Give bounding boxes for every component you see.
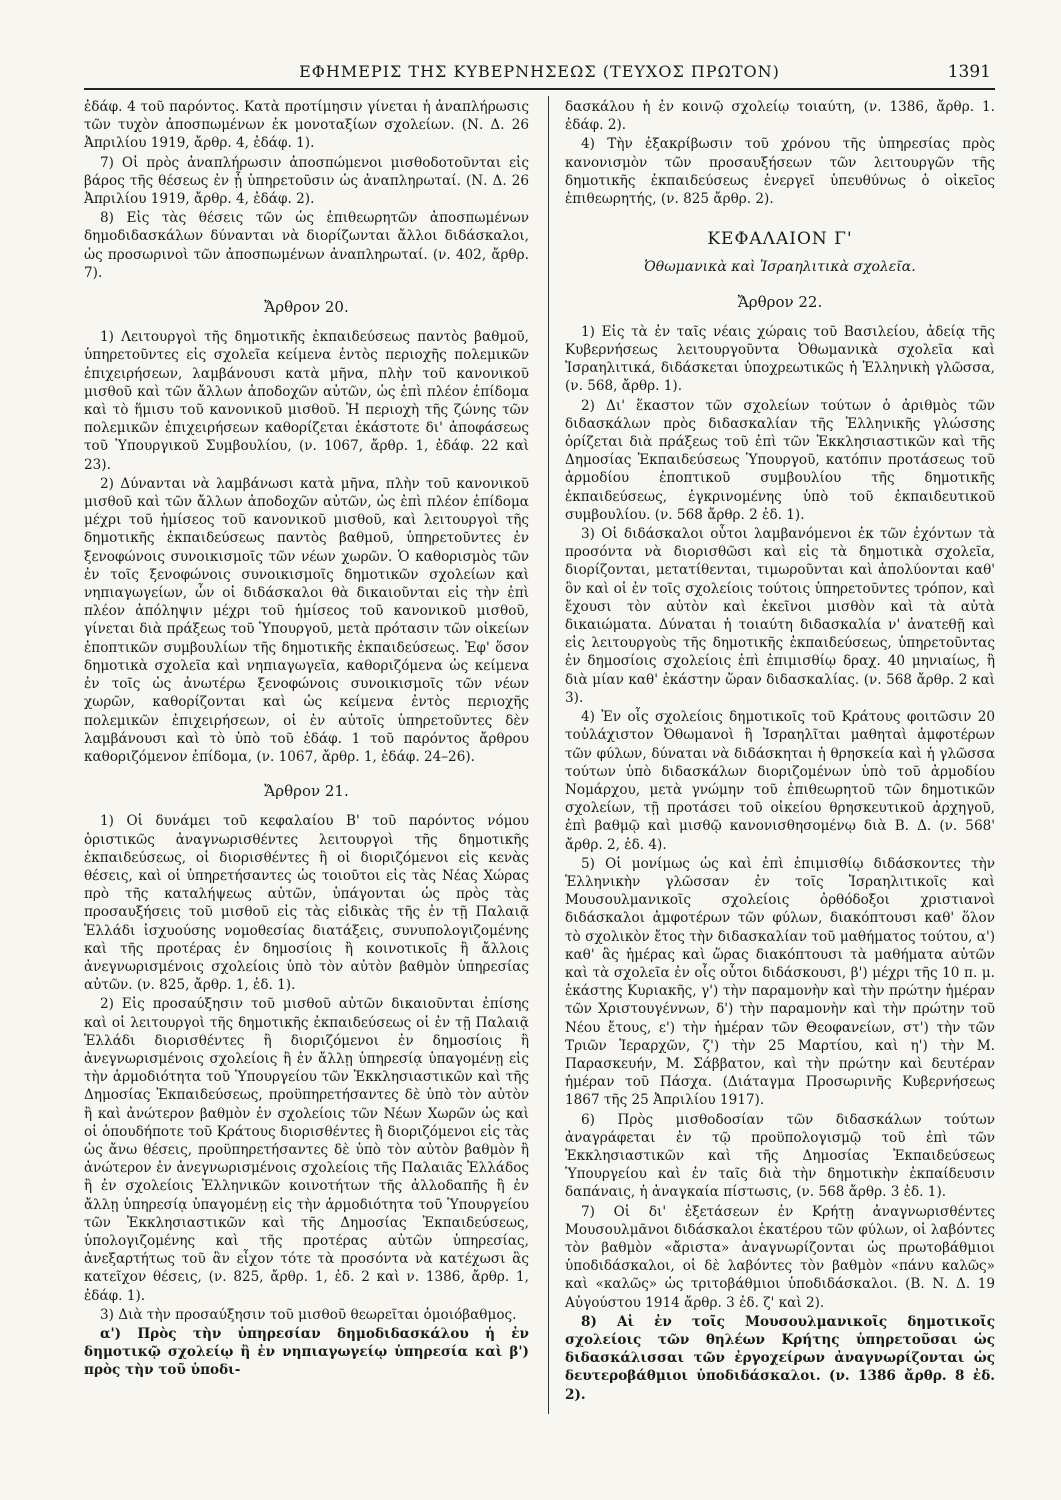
article-heading: Ἄρθρον 21. xyxy=(264,782,349,801)
right-column xyxy=(565,98,995,1405)
page-number: 1391 xyxy=(947,62,991,82)
chapter-subtitle: Ὀθωμανικὰ καὶ Ἰσραηλιτικὰ σχολεῖα. xyxy=(644,259,916,276)
column-divider xyxy=(548,96,549,1414)
header-title: ΕΦΗΜΕΡΙΣ ΤΗΣ ΚΥΒΕΡΝΗΣΕΩΣ (ΤΕΥΧΟΣ ΠΡΩΤΟΝ) xyxy=(299,62,780,81)
paragraph: 4) Τὴν ἐξακρίβωσιν τοῦ χρόνου τῆς ὑπηρεσίας πρὸς κανονισμὸν τῶν προσαυξήσεων τῶν λειτουργῶν τῆς δημοτικῆς ἐκπαιδεύσεως ἐνεργεῖ ὑπευθύνως ὁ οἰκεῖος ἐπιθεωρητής, (ν. 825 ἄρθρ. 2). xyxy=(565,136,995,208)
paragraph: 7) Οἱ πρὸς ἀναπλήρωσιν ἀποσπώμενοι μισθοδοτοῦνται εἰς βάρος τῆς θέσεως ἐν ᾗ ὑπηρετοῦσιν ὡς ἀναπληρωταί. (Ν. Δ. 26 Ἀπριλίου 1919, ἄρθρ. 4, ἐδάφ. 2). xyxy=(84,154,529,208)
paragraph: 3) Διὰ τὴν προσαύξησιν τοῦ μισθοῦ θεωρεῖται ὁμοιόβαθμος. xyxy=(100,1306,517,1323)
paragraph: 6) Πρὸς μισθοδοσίαν τῶν διδασκάλων τούτων ἀναγράφεται ἐν τῷ προϋπολογισμῷ τοῦ ἐπὶ τῶν Ἐκκλησιαστικῶν καὶ τῆς Δημοσίας Ἐκπαιδεύσεως Ὑπουργείου καὶ ἐν ταῖς διὰ τὴν δημοτικὴν ἐκπαίδευσιν δαπάναις, ἡ ἀναγκαία πίστωσις, (ν. 568 ἄρθρ. 3 ἐδ. 1). xyxy=(565,1111,995,1201)
article-heading: Ἄρθρον 22. xyxy=(737,292,823,311)
paragraph: 5) Οἱ μονίμως ὡς καὶ ἐπὶ ἐπιμισθίῳ διδάσκοντες τὴν Ἑλληνικὴν γλῶσσαν ἐν τοῖς Ἰσραηλιτικοῖς καὶ Μουσουλμανικοῖς σχολείοις ὀρθόδοξοι χριστιανοὶ διδάσκαλοι ἀμφοτέρων τῶν φύλων, διακόπτουσι καθ' ὅλον τὸ σχολικὸν ἔτος τὴν διδασκαλίαν τοῦ μαθήματος τούτου, α') καθ' ἃς ἡμέρας καὶ ὥρας διακόπτουσι τὰ μαθήματα αὐτῶν καὶ τὰ σχολεῖα ἐν οἷς οὗτοι διδάσκουσι, β') μέχρι τῆς 10 π. μ. ἑκάστης Κυριακῆς, γ') τὴν παραμονὴν καὶ τὴν πρώτην ἡμέραν τῶν Χριστουγέννων, δ') τὴν παραμονὴν καὶ τὴν πρώτην τοῦ Νέου ἔτους, ε') τὴν ἡμέραν τῶν Θεοφανείων, στ') τὴν τῶν Τριῶν Ἱεραρχῶν, ζ') τὴν 25 Μαρτίου, καὶ η') τὴν Μ. Παρασκευήν, Μ. Σάββατον, καὶ τὴν πρώτην καὶ δευτέραν ἡμέραν τοῦ Πάσχα. (Διάταγμα Προσωρινῆς Κυβερνήσεως 1867 τῆς 25 Ἀπριλίου 1917). xyxy=(565,855,995,1109)
left-column xyxy=(84,98,529,1381)
paragraph: 2) Εἰς προσαύξησιν τοῦ μισθοῦ αὐτῶν δικαιοῦνται ἐπίσης καὶ οἱ λειτουργοὶ τῆς δημοτικῆς ἐκπαιδεύσεως οἱ ἐν τῇ Παλαιᾷ Ἑλλάδι διορισθέντες ἢ διοριζόμενοι ἐν δημοσίοις ἢ ἀνεγνωρισμένοις σχολείοις ἢ ἐν ἄλλῃ ὑπηρεσίᾳ ὑπαγομένῃ εἰς τὴν ἁρμοδιότητα τοῦ Ὑπουργείου τῶν Ἐκκλησιαστικῶν καὶ τῆς Δημοσίας Ἐκπαιδεύσεως, προϋπηρετήσαντες δὲ ὑπὸ τὸν αὐτὸν ἢ καὶ ἀνώτερον βαθμὸν ἐν σχολείοις τῶν Νέων Χωρῶν ὡς καὶ οἱ ὁπουδήποτε τοῦ Κράτους διορισθέντες ἢ διοριζόμενοι εἰς τὰς ὡς ἄνω θέσεις, προϋπηρετήσαντες δὲ ὑπὸ τὸν αὐτὸν βαθμὸν ἢ ἀνώτερον ἐν ἀνεγνωρισμένοις σχολείοις τῆς Παλαιᾶς Ἑλλάδος ἢ ἐν σχολείοις Ἑλληνικῶν κοινοτήτων τῆς ἀλλοδαπῆς ἢ ἐν ἄλλῃ ὑπηρεσίᾳ ὑπαγομένῃ εἰς τὴν ἁρμοδιότητα τοῦ Ὑπουργείου τῶν Ἐκκλησιαστικῶν καὶ τῆς Δημοσίας Ἐκπαιδεύσεως, ὑπολογιζομένης καὶ τῆς προτέρας αὐτῶν ὑπηρεσίας, ἀνεξαρτήτως τοῦ ἂν εἶχον τότε τὰ προσόντα νὰ κατέχωσι ἃς κατεῖχον θέσεις, (ν. 825, ἄρθρ. 1, ἐδ. 2 καὶ ν. 1386, ἄρθρ. 1, ἐδάφ. 1). xyxy=(84,996,529,1304)
paragraph: 2) Δύνανται νὰ λαμβάνωσι κατὰ μῆνα, πλὴν τοῦ κανονικοῦ μισθοῦ καὶ τῶν ἄλλων ἀποδοχῶν αὐτῶν, ὡς ἐπὶ πλέον ἐπίδομα μέχρι τοῦ ἡμίσεος τοῦ κανονικοῦ μισθοῦ, καὶ λειτουργοὶ τῆς δημοτικῆς ἐκπαιδεύσεως παντὸς βαθμοῦ, ὑπηρετοῦντες ἐν ξενοφώνοις συνοικισμοῖς τῶν νέων χωρῶν. Ὁ καθορισμὸς τῶν ἐν τοῖς ξενοφώνοις συνοικισμοῖς δημοτικῶν σχολείων καὶ νηπιαγωγείων, ὧν οἱ διδάσκαλοι θὰ δικαιοῦνται εἰς τὴν ἐπὶ πλέον ἀπόληψιν μέχρι τοῦ ἡμίσεος τοῦ κανονικοῦ μισθοῦ, γίνεται διὰ πράξεως τοῦ Ὑπουργοῦ, μετὰ πρότασιν τῶν οἰκείων ἐποπτικῶν συμβουλίων τῆς δημοτικῆς ἐκπαιδεύσεως. Ἐφ' ὅσον δημοτικὰ σχολεῖα καὶ νηπιαγωγεῖα, καθοριζόμενα ὡς κείμενα ἐν τοῖς ὡς ἀνωτέρω ξενοφώνοις συνοικισμοῖς τῶν νέων χωρῶν, καθορίζονται καὶ ὡς κείμενα ἐντὸς περιοχῆς πολεμικῶν ἐπιχειρήσεων, οἱ ἐν αὐτοῖς ὑπηρετοῦντες δὲν λαμβάνουσι καὶ τὸ ὑπὸ τοῦ ἐδάφ. 1 τοῦ παρόντος ἄρθρου καθοριζόμενον ἐπίδομα, (ν. 1067, ἄρθρ. 1, ἐδάφ. 24–26). xyxy=(84,475,529,765)
paragraph: 2) Δι' ἕκαστον τῶν σχολείων τούτων ὁ ἀριθμὸς τῶν διδασκάλων πρὸς διδασκαλίαν τῆς Ἑλληνικῆς γλώσσης ὁρίζεται διὰ πράξεως τοῦ ἐπὶ τῶν Ἐκκλησιαστικῶν καὶ τῆς Δημοσίας Ἐκπαιδεύσεως Ὑπουργοῦ, κατόπιν προτάσεως τοῦ ἁρμοδίου ἐποπτικοῦ συμβουλίου τῆς δημοτικῆς ἐκπαιδεύσεως, ἐγκρινομένης ὑπὸ τοῦ ἐκπαιδευτικοῦ συμβουλίου. (ν. 568 ἄρθρ. 2 ἐδ. 1). xyxy=(565,397,995,523)
paragraph: δασκάλου ἡ ἐν κοινῷ σχολείῳ τοιαύτη, (ν. 1386, ἄρθρ. 1. ἐδάφ. 2). xyxy=(565,99,995,134)
paragraph: 1) Εἰς τὰ ἐν ταῖς νέαις χώραις τοῦ Βασιλείου, ἀδείᾳ τῆς Κυβερνήσεως λειτουργοῦντα Ὀθωμανικὰ σχολεῖα καὶ Ἰσραηλιτικά, διδάσκεται ὑποχρεωτικῶς ἡ Ἑλληνικὴ γλῶσσα, (ν. 568, ἄρθρ. 1). xyxy=(565,323,995,395)
paragraph: 8) Εἰς τὰς θέσεις τῶν ὡς ἐπιθεωρητῶν ἀποσπωμένων δημοδιδασκάλων δύνανται νὰ διορίζωνται ἄλλοι διδάσκαλοι, ὡς προσωρινοὶ τῶν ἀποσπωμένων ἀναπληρωταί. (ν. 402, ἄρθρ. 7). xyxy=(84,210,529,281)
paragraph: 1) Οἱ δυνάμει τοῦ κεφαλαίου Β' τοῦ παρόντος νόμου ὁριστικῶς ἀναγνωρισθέντες λειτουργοὶ τῆς δημοτικῆς ἐκπαιδεύσεως, οἱ διορισθέντες ἢ οἱ διοριζόμενοι εἰς κενὰς θέσεις, καὶ οἱ ὑπηρετήσαντες ὡς τοιοῦτοι εἰς τὰς Νέας Χώρας πρὸ τῆς καταλήψεως αὐτῶν, ὑπάγονται ὡς πρὸς τὰς προσαυξήσεις τοῦ μισθοῦ εἰς τὰς εἰδικὰς τῆς ἐν τῇ Παλαιᾷ Ἑλλάδι ἰσχυούσης νομοθεσίας διατάξεις, συνυπολογιζομένης καὶ τῆς προτέρας ἐν δημοσίοις ἢ κοινοτικοῖς ἢ ἄλλοις ἀνεγνωρισμένοις σχολείοις ὑπὸ τὸν αὐτὸν βαθμὸν ὑπηρεσίας αὐτῶν. (ν. 825, ἄρθρ. 1, ἐδ. 1). xyxy=(84,813,529,994)
paragraph: 1) Λειτουργοὶ τῆς δημοτικῆς ἐκπαιδεύσεως παντὸς βαθμοῦ, ὑπηρετοῦντες εἰς σχολεῖα κείμενα ἐντὸς περιοχῆς πολεμικῶν ἐπιχειρήσεων, λαμβάνουσι κατὰ μῆνα, πλὴν τοῦ κανονικοῦ μισθοῦ καὶ τῶν ἄλλων ἀποδοχῶν αὐτῶν, ὡς ἐπὶ πλέον ἐπίδομα καὶ τὸ ἥμισυ τοῦ κανονικοῦ μισθοῦ. Ἡ περιοχὴ τῆς ζώνης τῶν πολεμικῶν ἐπιχειρήσεων καθορίζεται ἑκάστοτε δι' ἀποφάσεως τοῦ Ὑπουργικοῦ Συμβουλίου, (ν. 1067, ἄρθρ. 1, ἐδάφ. 22 καὶ 23). xyxy=(84,329,529,473)
paragraph: 3) Οἱ διδάσκαλοι οὗτοι λαμβανόμενοι ἐκ τῶν ἐχόντων τὰ προσόντα νὰ διορισθῶσι καὶ εἰς τὰ δημοτικὰ σχολεῖα, διορίζονται, μετατίθενται, τιμωροῦνται καὶ ἀπολύονται καθ' ὃν καὶ οἱ ἐν τοῖς σχολείοις τούτοις ὑπηρετοῦντες τρόπον, καὶ ἔχουσι τὸν αὐτὸν καὶ ἐκεῖνοι μισθὸν καὶ τὰ αὐτὰ δικαιώματα. Δύναται ἡ τοιαύτη διδασκαλία ν' ἀνατεθῇ καὶ εἰς λειτουργοὺς τῆς δημοτικῆς ἐκπαιδεύσεως, ὑπηρετοῦντας ἐν δημοσίοις σχολείοις ἐπὶ ἐπιμισθίῳ δραχ. 40 μηνιαίως, ἢ διὰ μίαν καθ' ἑκάστην ὥραν διδασκαλίας. (ν. 568 ἄρθρ. 2 καὶ 3). xyxy=(565,526,995,706)
paragraph: α') Πρὸς τὴν ὑπηρεσίαν δημοδιδασκάλου ἡ ἐν δημοτικῷ σχολείῳ ἢ ἐν νηπιαγωγείῳ ὑπηρεσία καὶ β') πρὸς τὴν τοῦ ὑποδι- xyxy=(84,1326,529,1379)
article-heading: Ἄρθρον 20. xyxy=(264,298,349,317)
page-header xyxy=(84,58,995,90)
chapter-heading: ΚΕΦΑΛΑΙΟΝ Γ' xyxy=(707,229,853,250)
paragraph: 8) Αἱ ἐν τοῖς Μουσουλμανικοῖς δημοτικοῖς σχολείοις τῶν θηλέων Κρήτης ὑπηρετοῦσαι ὡς διδασκάλισσαι τῶν ἐργοχείρων ἀναγνωρίζονται ὡς δευτεροβάθμιοι ὑποδιδάσκαλοι. (ν. 1386 ἄρθρ. 8 ἐδ. 2). xyxy=(565,1313,995,1403)
paragraph: ἐδάφ. 4 τοῦ παρόντος. Κατὰ προτίμησιν γίνεται ἡ ἀναπλήρωσις τῶν τυχὸν ἀποσπωμένων ἐκ μονοταξίων σχολείων. (Ν. Δ. 26 Ἀπριλίου 1919, ἄρθρ. 4, ἐδάφ. 1). xyxy=(84,99,529,152)
paragraph: 4) Ἐν οἷς σχολείοις δημοτικοῖς τοῦ Κράτους φοιτῶσιν 20 τοὐλάχιστον Ὀθωμανοὶ ἢ Ἰσραηλῖται μαθηταὶ ἀμφοτέρων τῶν φύλων, δύναται νὰ διδάσκηται ἡ θρησκεία καὶ ἡ γλῶσσα τούτων ὑπὸ διδασκάλων διοριζομένων ὑπὸ τοῦ ἁρμοδίου Νομάρχου, μετὰ γνώμην τοῦ ἐπιθεωρητοῦ τῶν δημοτικῶν σχολείων, τῇ προτάσει τοῦ οἰκείου θρησκευτικοῦ ἀρχηγοῦ, ἐπὶ βαθμῷ καὶ μισθῷ κανονισθησομένῳ διὰ Β. Δ. (ν. 568' ἄρθρ. 2, ἐδ. 4). xyxy=(565,709,995,853)
paragraph: 7) Οἱ δι' ἐξετάσεων ἐν Κρήτῃ ἀναγνωρισθέντες Μουσουλμᾶνοι διδάσκαλοι ἑκατέρου τῶν φύλων, οἱ λαβόντες τὸν βαθμὸν «ἄριστα» ἀναγνωρίζονται ὡς πρωτοβάθμιοι ὑποδιδάσκαλοι, οἱ δὲ λαβόντες τὸν βαθμὸν «πάνυ καλῶς» καὶ «καλῶς» ὡς τριτοβάθμιοι ὑποδιδάσκαλοι. (Β. Ν. Δ. 19 Αὐγούστου 1914 ἄρθρ. 3 ἐδ. ζ' καὶ 2). xyxy=(565,1203,995,1311)
